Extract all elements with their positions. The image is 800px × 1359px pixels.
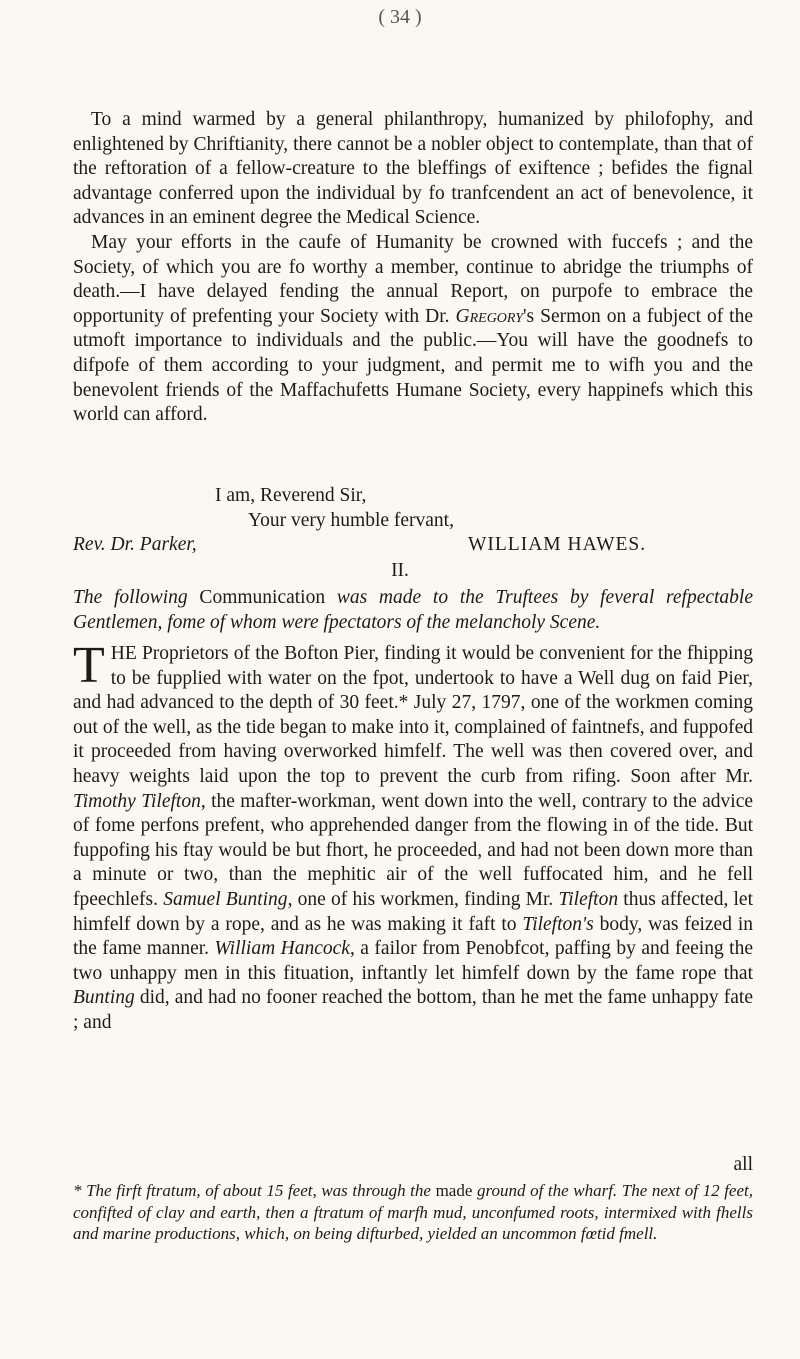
narrative-run-2: , the mafter-workman, went down into the well, contrary to the advice of fome perfons prefent, who apprehended danger from the flowing in of the tide. But fuppofing his ftay would be but fhort, he proceeded, and had not been down more than a minute or two, than the mephitic air of the well fuffocated him, and he fell fpeechlefs. bbox=[73, 790, 753, 910]
section-numeral: II. bbox=[391, 560, 409, 581]
section-heading bbox=[73, 586, 753, 635]
letter-paragraph-2-start: May your efforts in the caufe of Humanity be crowned with fuccefs ; and the Society, of which you are fo worthy a member, continue to abridge the triumphs of death.—I have delayed fending the annual Report, on purpofe to embrace the opportunity of prefenting your Society with Dr. bbox=[73, 231, 753, 327]
narrative-name-5: Tilefton bbox=[558, 888, 619, 910]
drop-cap: T bbox=[73, 637, 105, 694]
narrative-run-12: did, and had no fooner reached the bottom, than he met the fame unhappy fate ; and bbox=[73, 987, 753, 1033]
letter-paragraph-1: To a mind warmed by a general philanthropy, humanized by philofophy, and enlightened by Chriftianity, there cannot be a nobler object to contemplate, than that of the reftoration of a fellow-creature to the bleffings of exiftence ; befides the fignal advantage conferred upon the individual by fo tranfcendent an act of benevolence, it advances in an eminent degree the Medical Science. bbox=[73, 109, 753, 229]
letter-paragraph-2-end: 's Sermon on a fubject of the utmoft importance to individuals and the public.—You will have the goodnefs to difpofe of them according to your judgment, and permit me to wifh you and the benevolent friends of the Maffachufetts Humane Society, every happinefs which this world can afford. bbox=[73, 305, 754, 426]
narrative-name-3: Samuel Bunting bbox=[163, 888, 288, 910]
narrative-run-8: body, was feized in the fame manner. bbox=[73, 913, 753, 960]
narrative-run-4: , one of his workmen, finding Mr. bbox=[287, 888, 559, 910]
addressee: Rev. Dr. Parker, bbox=[73, 534, 197, 556]
footnote-start: * The firft ftratum, of about 15 feet, was through the bbox=[73, 1181, 436, 1200]
narrative-name-1: Timothy Tilefton bbox=[73, 790, 201, 812]
closing-line-1: I am, Reverend Sir, bbox=[215, 485, 367, 506]
closing-line-2: Your very humble fervant, bbox=[248, 509, 454, 531]
heading-part-3: was made to the Truftees by feveral refpectable Gentlemen, fome of whom were fpectators of the melancholy Scene. bbox=[73, 587, 754, 633]
gregory-name: Gregory bbox=[455, 305, 524, 327]
letter-body bbox=[73, 108, 753, 428]
narrative-name-7: Tilefton's bbox=[522, 913, 594, 935]
catchword: all bbox=[733, 1154, 753, 1175]
heading-part-2: Communication bbox=[187, 587, 337, 608]
letter-paragraph-2 bbox=[73, 231, 753, 428]
narrative-text bbox=[73, 637, 754, 1033]
narrative-run-6: thus affected, let himfelf down by a rope, and as he was making it faft to bbox=[73, 888, 754, 935]
narrative-name-11: Bunting bbox=[73, 987, 135, 1009]
letter-closing bbox=[73, 484, 753, 558]
footnote-end: ground of the wharf. The next of 12 feet, confifted of clay and earth, then a ftratum of marfh mud, unconfumed roots, intermixed with fhells and marine productions, which, on being difturbed, yielded an uncommon fœtid fmell. bbox=[73, 1181, 753, 1243]
narrative-run-0: HE Proprietors of the Bofton Pier, finding it would be convenient for the fhipping to be fupplied with water on the fpot, undertook to have a Well dug on faid Pier, and had advanced to the depth of 30 feet.* July 27, 1797, one of the workmen coming out of the well, as the tide began to make into it, complained of faintnefs, and fuppofed it proceeded from having overworked himfelf. The well was then covered over, and heavy weights laid upon the top to prevent the curb from rifing. Soon after Mr. bbox=[73, 643, 753, 787]
signature: WILLIAM HAWES. bbox=[468, 534, 647, 556]
narrative-paragraph bbox=[73, 637, 754, 1036]
page-number: ( 34 ) bbox=[378, 6, 422, 28]
narrative-name-9: William Hancock bbox=[214, 938, 350, 960]
narrative-run-10: , a failor from Penobfcot, paffing by and feeing the two unhappy men in this fituation, inftantly let himfelf down by the fame rope that bbox=[73, 938, 753, 984]
footnote bbox=[73, 1180, 753, 1245]
heading-part-1: The following bbox=[73, 587, 188, 608]
signature-line bbox=[73, 533, 753, 558]
footnote-made: made bbox=[435, 1181, 473, 1200]
